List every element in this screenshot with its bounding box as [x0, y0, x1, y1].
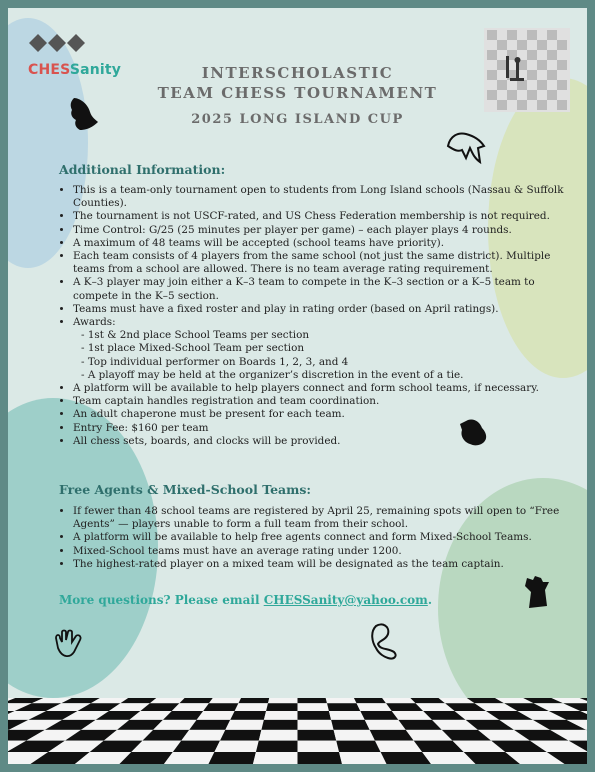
knight-icon	[66, 96, 100, 132]
logo-text-part1: CHES	[28, 62, 70, 78]
list-item: • A platform will be available to help free agents connect and form Mixed-School Teams.	[73, 531, 565, 544]
title-line3: 2025 LONG ISLAND CUP	[191, 112, 404, 127]
list-item: • Time Control: G/25 (25 minutes per player per game) – each player plays 4 rounds.	[73, 224, 565, 237]
title-line2: TEAM CHESS TOURNAMENT	[157, 84, 438, 102]
contact-suffix: .	[427, 593, 433, 607]
list-item: • An adult chaperone must be present for each team.	[73, 408, 565, 421]
list-item: • All chess sets, boards, and clocks will be provided.	[73, 435, 565, 448]
list-item: • Awards:	[73, 316, 565, 329]
email-link[interactable]: CHESSanity@yahoo.com	[263, 593, 428, 607]
list-item: • A maximum of 48 teams will be accepted (school teams have priority).	[73, 237, 565, 250]
list-item: • A platform will be available to help players connect and form school teams, if necessary.	[73, 382, 565, 395]
flyer-page	[8, 8, 587, 764]
award-item: - 1st place Mixed-School Team per section	[81, 342, 305, 355]
checkerboard-floor	[8, 698, 587, 764]
list-item: • Teams must have a fixed roster and play in rating order (based on April ratings).	[73, 303, 565, 316]
list-item: • Team captain handles registration and team coordination.	[73, 395, 565, 408]
award-item: - A playoff may be held at the organizer’s discretion in the event of a tie.	[81, 368, 464, 381]
logo-diamonds-icon	[28, 32, 88, 58]
section1-list	[59, 184, 565, 448]
list-item: • Each team consists of 4 players from the same school (not just the same district). Multiple teams from a school are allowed. There is no team average rating requirement.	[73, 250, 565, 276]
king-outline-icon	[366, 622, 402, 662]
logo-text-part2: Sanity	[69, 62, 122, 78]
list-item: • A K–3 player may join either a K–3 team to compete in the K–3 section or a K–5 team to compete in the K–5 section.	[73, 276, 565, 302]
award-item: - Top individual performer on Boards 1, 2, 3, and 4	[81, 355, 349, 368]
chessboard-logo-icon	[484, 28, 570, 112]
glove-icon	[52, 628, 84, 660]
list-item: • This is a team-only tournament open to students from Long Island schools (Nassau & Suffolk Counties).	[73, 184, 565, 210]
list-item: • Entry Fee: $160 per team	[73, 422, 565, 435]
section1-heading: Additional Information:	[59, 162, 226, 177]
contact-prefix: More questions? Please email	[59, 593, 264, 607]
list-item: • Mixed-School teams must have an average rating under 1200.	[73, 545, 565, 558]
section2-list	[59, 505, 565, 571]
title-line1: INTERSCHOLASTIC	[201, 64, 394, 82]
award-item: - 1st & 2nd place School Teams per section	[81, 329, 310, 342]
list-item: • The tournament is not USCF-rated, and US Chess Federation membership is not required.	[73, 210, 565, 223]
list-item: • The highest-rated player on a mixed team will be designated as the team captain.	[73, 558, 565, 571]
horse-outline-icon	[444, 128, 488, 166]
rook-icon	[523, 576, 551, 610]
contact-line	[59, 593, 432, 607]
list-item: • If fewer than 48 school teams are registered by April 25, remaining spots will open to “Free Agents” — players unable to form a full team from their school.	[73, 505, 565, 531]
section2-heading: Free Agents & Mixed-School Teams:	[59, 482, 311, 497]
